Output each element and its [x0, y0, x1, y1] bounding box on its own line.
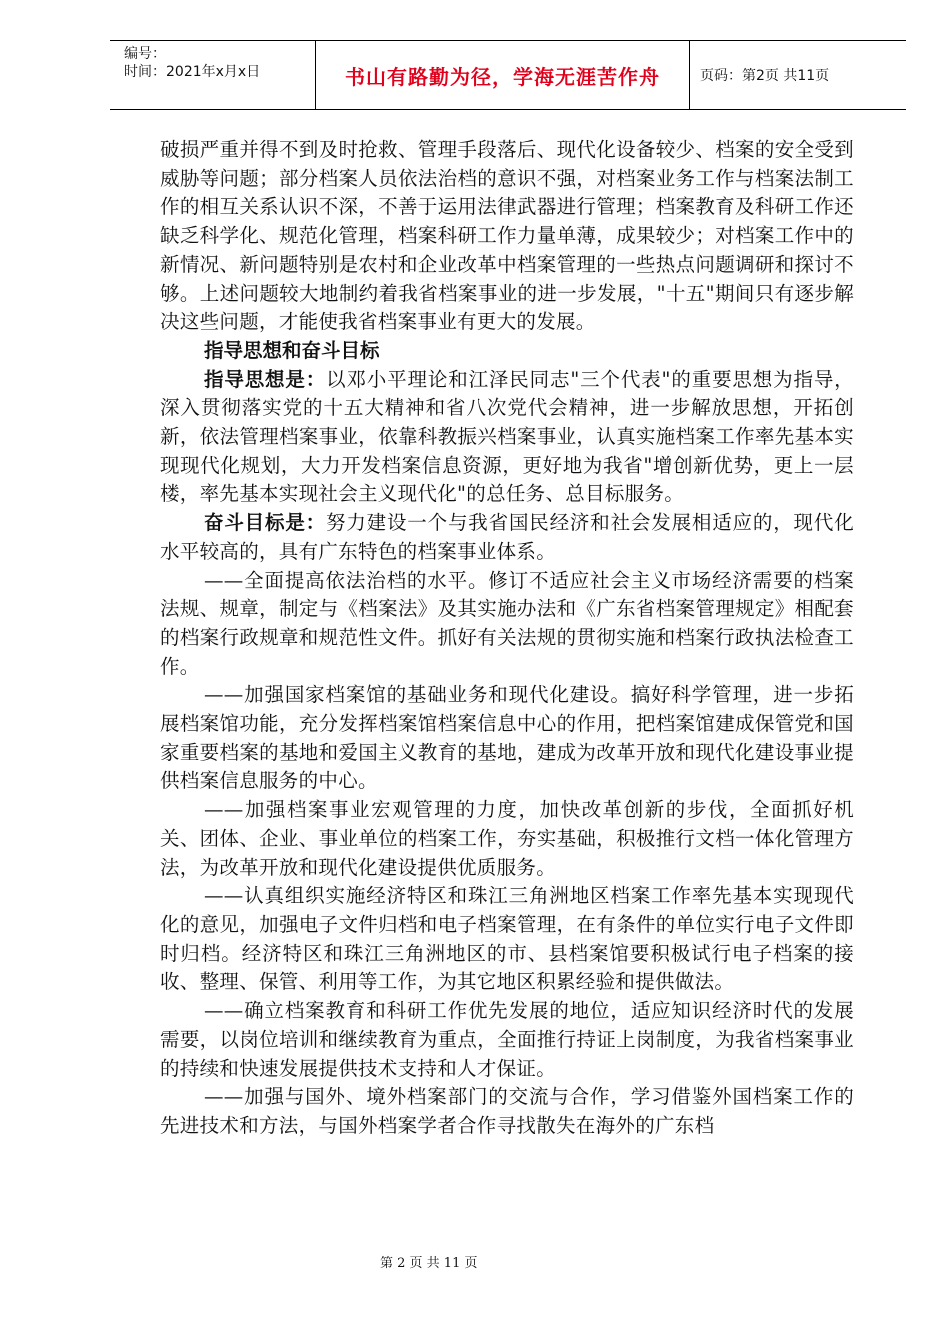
- goal-lead: 奋斗目标是：: [204, 511, 326, 535]
- document-body: [160, 136, 854, 1141]
- header-meta-cell: [110, 41, 316, 109]
- goal-text: 努力建设一个与我省国民经济和社会发展相适应的，现代化水平较高的，具有广东特色的档案事业体系。: [160, 511, 854, 563]
- footer-page-number: 第 2 页 共 11 页: [380, 1256, 478, 1271]
- section-heading: 指导思想和奋斗目标: [204, 338, 380, 362]
- motto-text: 书山有路勤为径，学海无涯苦作舟: [345, 64, 660, 89]
- page-footer: [0, 1252, 950, 1271]
- goal-item-3: ——加强档案事业宏观管理的力度，加快改革创新的步伐，全面抓好机关、团体、企业、事业单位的档案工作，夯实基础，积极推行文档一体化管理方法，为改革开放和现代化建设提供优质服务。: [160, 798, 854, 879]
- goal-item-4: ——认真组织实施经济特区和珠江三角洲地区档案工作率先基本实现现代化的意见，加强电子文件归档和电子档案管理，在有条件的单位实行电子文件即时归档。经济特区和珠江三角洲地区的市、县档案馆要积极试行电子档案的接收、整理、保管、利用等工作，为其它地区积累经验和提供做法。: [160, 884, 854, 994]
- time-label: 时间：2021年x月x日: [124, 64, 261, 80]
- goal-item-2: ——加强国家档案馆的基础业务和现代化建设。搞好科学管理，进一步拓展档案馆功能，充分发挥档案馆档案信息中心的作用，把档案馆建成保管党和国家重要档案的基地和爱国主义教育的基地，建成为改革开放和现代化建设事业提供档案信息服务的中心。: [160, 683, 854, 793]
- goal-item-6: ——加强与国外、境外档案部门的交流与合作，学习借鉴外国档案工作的先进技术和方法，与国外档案学者合作寻找散失在海外的广东档: [160, 1085, 854, 1137]
- paragraph-guide: [160, 366, 854, 510]
- goal-item-5: ——确立档案教育和科研工作优先发展的地位，适应知识经济时代的发展需要，以岗位培训和继续教育为重点，全面推行持证上岗制度，为我省档案事业的持续和快速发展提供技术支持和人才保证。: [160, 999, 854, 1080]
- header-motto-cell: [316, 41, 690, 109]
- document-header: [110, 40, 906, 110]
- guide-text: 以邓小平理论和江泽民同志"三个代表"的重要思想为指导，深入贯彻落实党的十五大精神和省八次党代会精神，进一步解放思想，开拓创新，依法管理档案事业，依靠科教振兴档案事业，认真实施档案工作率先基本实现现代化规划，大力开发档案信息资源，更好地为我省"增创新优势，更上一层楼，率先基本实现社会主义现代化"的总任务、总目标服务。: [160, 367, 854, 506]
- paragraph-goal: [160, 509, 854, 566]
- number-label: 编号：: [124, 46, 166, 62]
- paragraph-continued: 破损严重并得不到及时抢救、管理手段落后、现代化设备较少、档案的安全受到威胁等问题；部分档案人员依法治档的意识不强，对档案业务工作与档案法制工作的相互关系认识不深，不善于运用法律武器进行管理；档案教育及科研工作还缺乏科学化、规范化管理，档案科研工作力量单薄，成果较少；对档案工作中的新情况、新问题特别是农村和企业改革中档案管理的一些热点问题调研和探讨不够。上述问题较大地制约着我省档案事业的进一步发展，"十五"期间只有逐步解决这些问题，才能使我省档案事业有更大的发展。: [160, 138, 854, 334]
- guide-lead: 指导思想是：: [204, 367, 327, 391]
- goal-item-1: ——全面提高依法治档的水平。修订不适应社会主义市场经济需要的档案法规、规章，制定与《档案法》及其实施办法和《广东省档案管理规定》相配套的档案行政规章和规范性文件。抓好有关法规的贯彻实施和档案行政执法检查工作。: [160, 568, 854, 678]
- header-page-cell: [690, 41, 906, 109]
- page-code: 页码：第2页 共11页: [700, 68, 830, 84]
